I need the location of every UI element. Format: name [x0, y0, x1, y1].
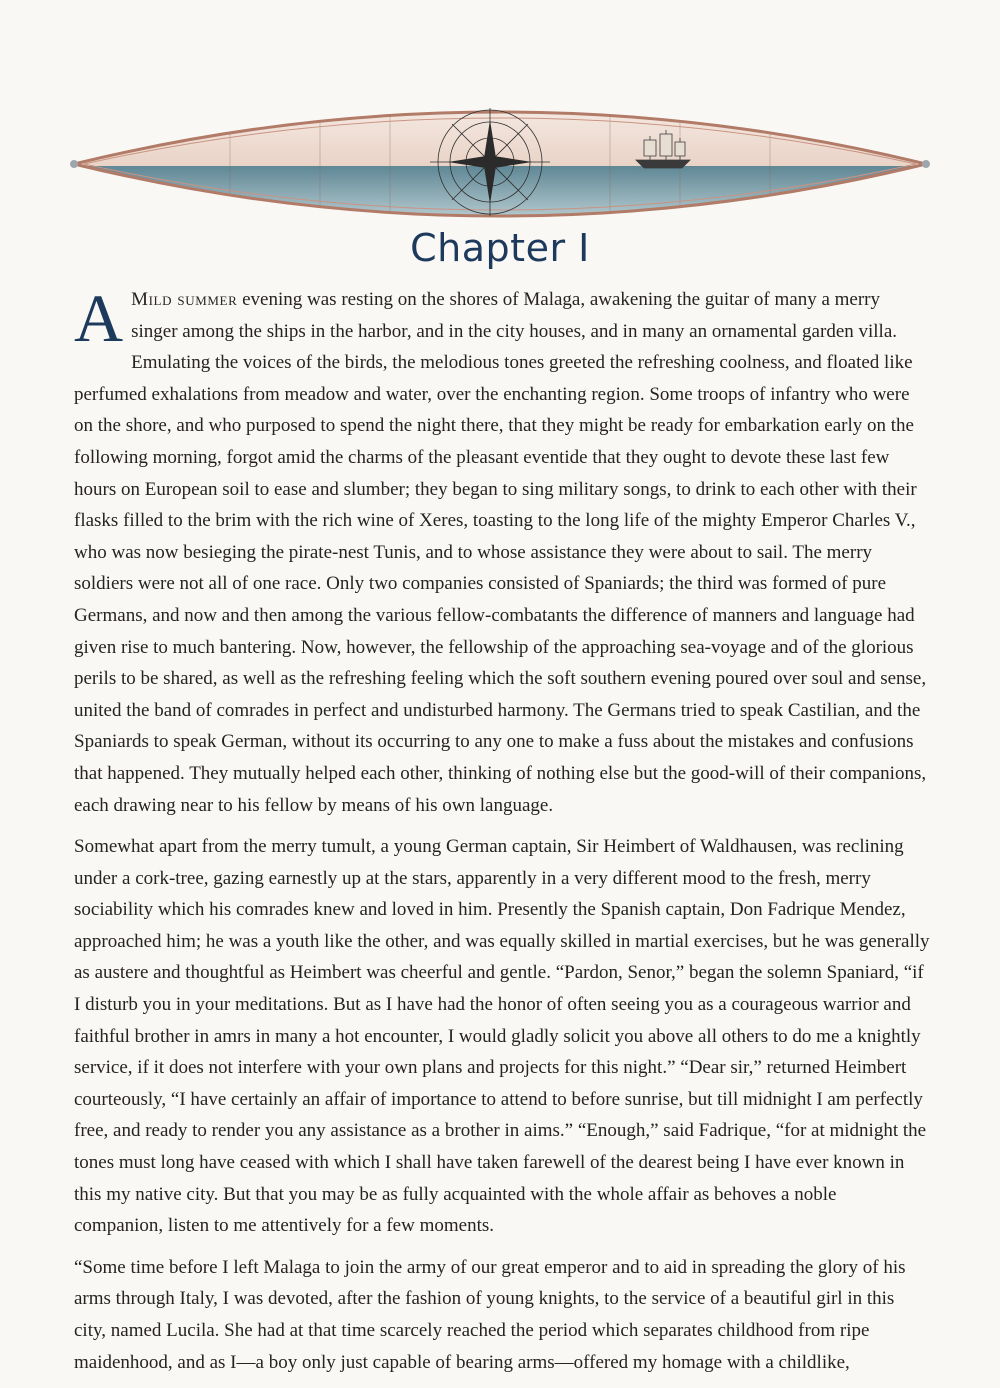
compass-ship-ornament: [70, 100, 930, 228]
chapter-body: [74, 280, 930, 1388]
paragraph-3: “Some time before I left Malaga to join the army of our great emperor and to aid in spreading the glory of his arms through Italy, I was devoted, after the fashion of young knights, to the service of a beautiful girl in this city, named Lucila. She had at that time scarcely reached the period which separates childhood from ripe maidenhood, and as I—a boy only just capable of bearing arms—offered my homage with a childlike,: [74, 1256, 906, 1373]
paragraph-2: Somewhat apart from the merry tumult, a young German captain, Sir Heimbert of Waldhausen, was reclining under a cork-tree, gazing earnestly up at the stars, apparently in a very different mood to the fresh, merry sociability which his comrades knew and loved in him. Presently the Spanish captain, Don Fadrique Mendez, approached him; he was a youth like the other, and was equally skilled in martial exercises, but he was generally as austere and thoughtful as Heimbert was cheerful and gentle. “Pardon, Senor,” began the solemn Spaniard, “if I disturb you in your meditations. But as I have had the honor of often seeing you as a courageous warrior and faithful brother in amrs in many a hot encounter, I would gladly solicit you above all others to do me a knightly service, if it does not interfere with your own plans and projects for this night.” “Dear sir,” returned Heimbert courteously, “I have certainly an affair of importance to attend to before sunrise, but till midnight I am perfectly free, and ready to render you any assistance as a brother in aims.” “Enough,” said Fadrique, “for at midnight the tones must long have ceased with which I shall have taken farewell of the dearest being I have ever known in this my native city. But that you may be as fully acquainted with the whole affair as behoves a noble companion, listen to me attentively for a few moments.: [74, 836, 930, 1237]
chapter-title: Chapter I: [410, 226, 590, 270]
paragraph-1-text: evening was resting on the shores of Malaga, awakening the guitar of many a merry singer among the ships in the harbor, and in the city houses, and in many an ornamental garden villa. Emulating the voices of the birds, the melodious tones greeted the refreshing coolness, and floated like perfumed exhalations from meadow and water, over the enchanting region. Some troops of infantry who were on the shore, and who purposed to spend the night there, that they might be ready for embarkation early on the following morning, forgot amid the charms of the pleasant eventide that they ought to devote these last few hours on European soil to ease and slumber; they began to sing military songs, to drink to each other with their flasks filled to the brim with the rich wine of Xeres, toasting to the long life of the mighty Emperor Charles V., who was now besieging the pirate-nest Tunis, and to whose assistance they were about to sail. The merry soldiers were not all of one race. Only two companies consisted of Spaniards; the third was formed of pure Germans, and now and then among the various fellow-combatants the difference of manners and language had given rise to much bantering. Now, however, the fellowship of the approaching sea-voyage and of the glorious perils to be shared, as well as the refreshing feeling which the soft southern evening poured over soul and sense, united the band of comrades in perfect and undisturbed harmony. The Germans tried to speak Castilian, and the Spaniards to speak German, without its occurring to any one to make a fuss about the mistakes and confusions that happened. They mutually helped each other, thinking of nothing else but the good-will of their companions, each drawing near to his fellow by means of his own language.: [74, 289, 927, 816]
paragraph-1: [74, 280, 930, 821]
lead-in: Mild summer: [131, 289, 238, 310]
drop-cap: A: [74, 280, 124, 356]
